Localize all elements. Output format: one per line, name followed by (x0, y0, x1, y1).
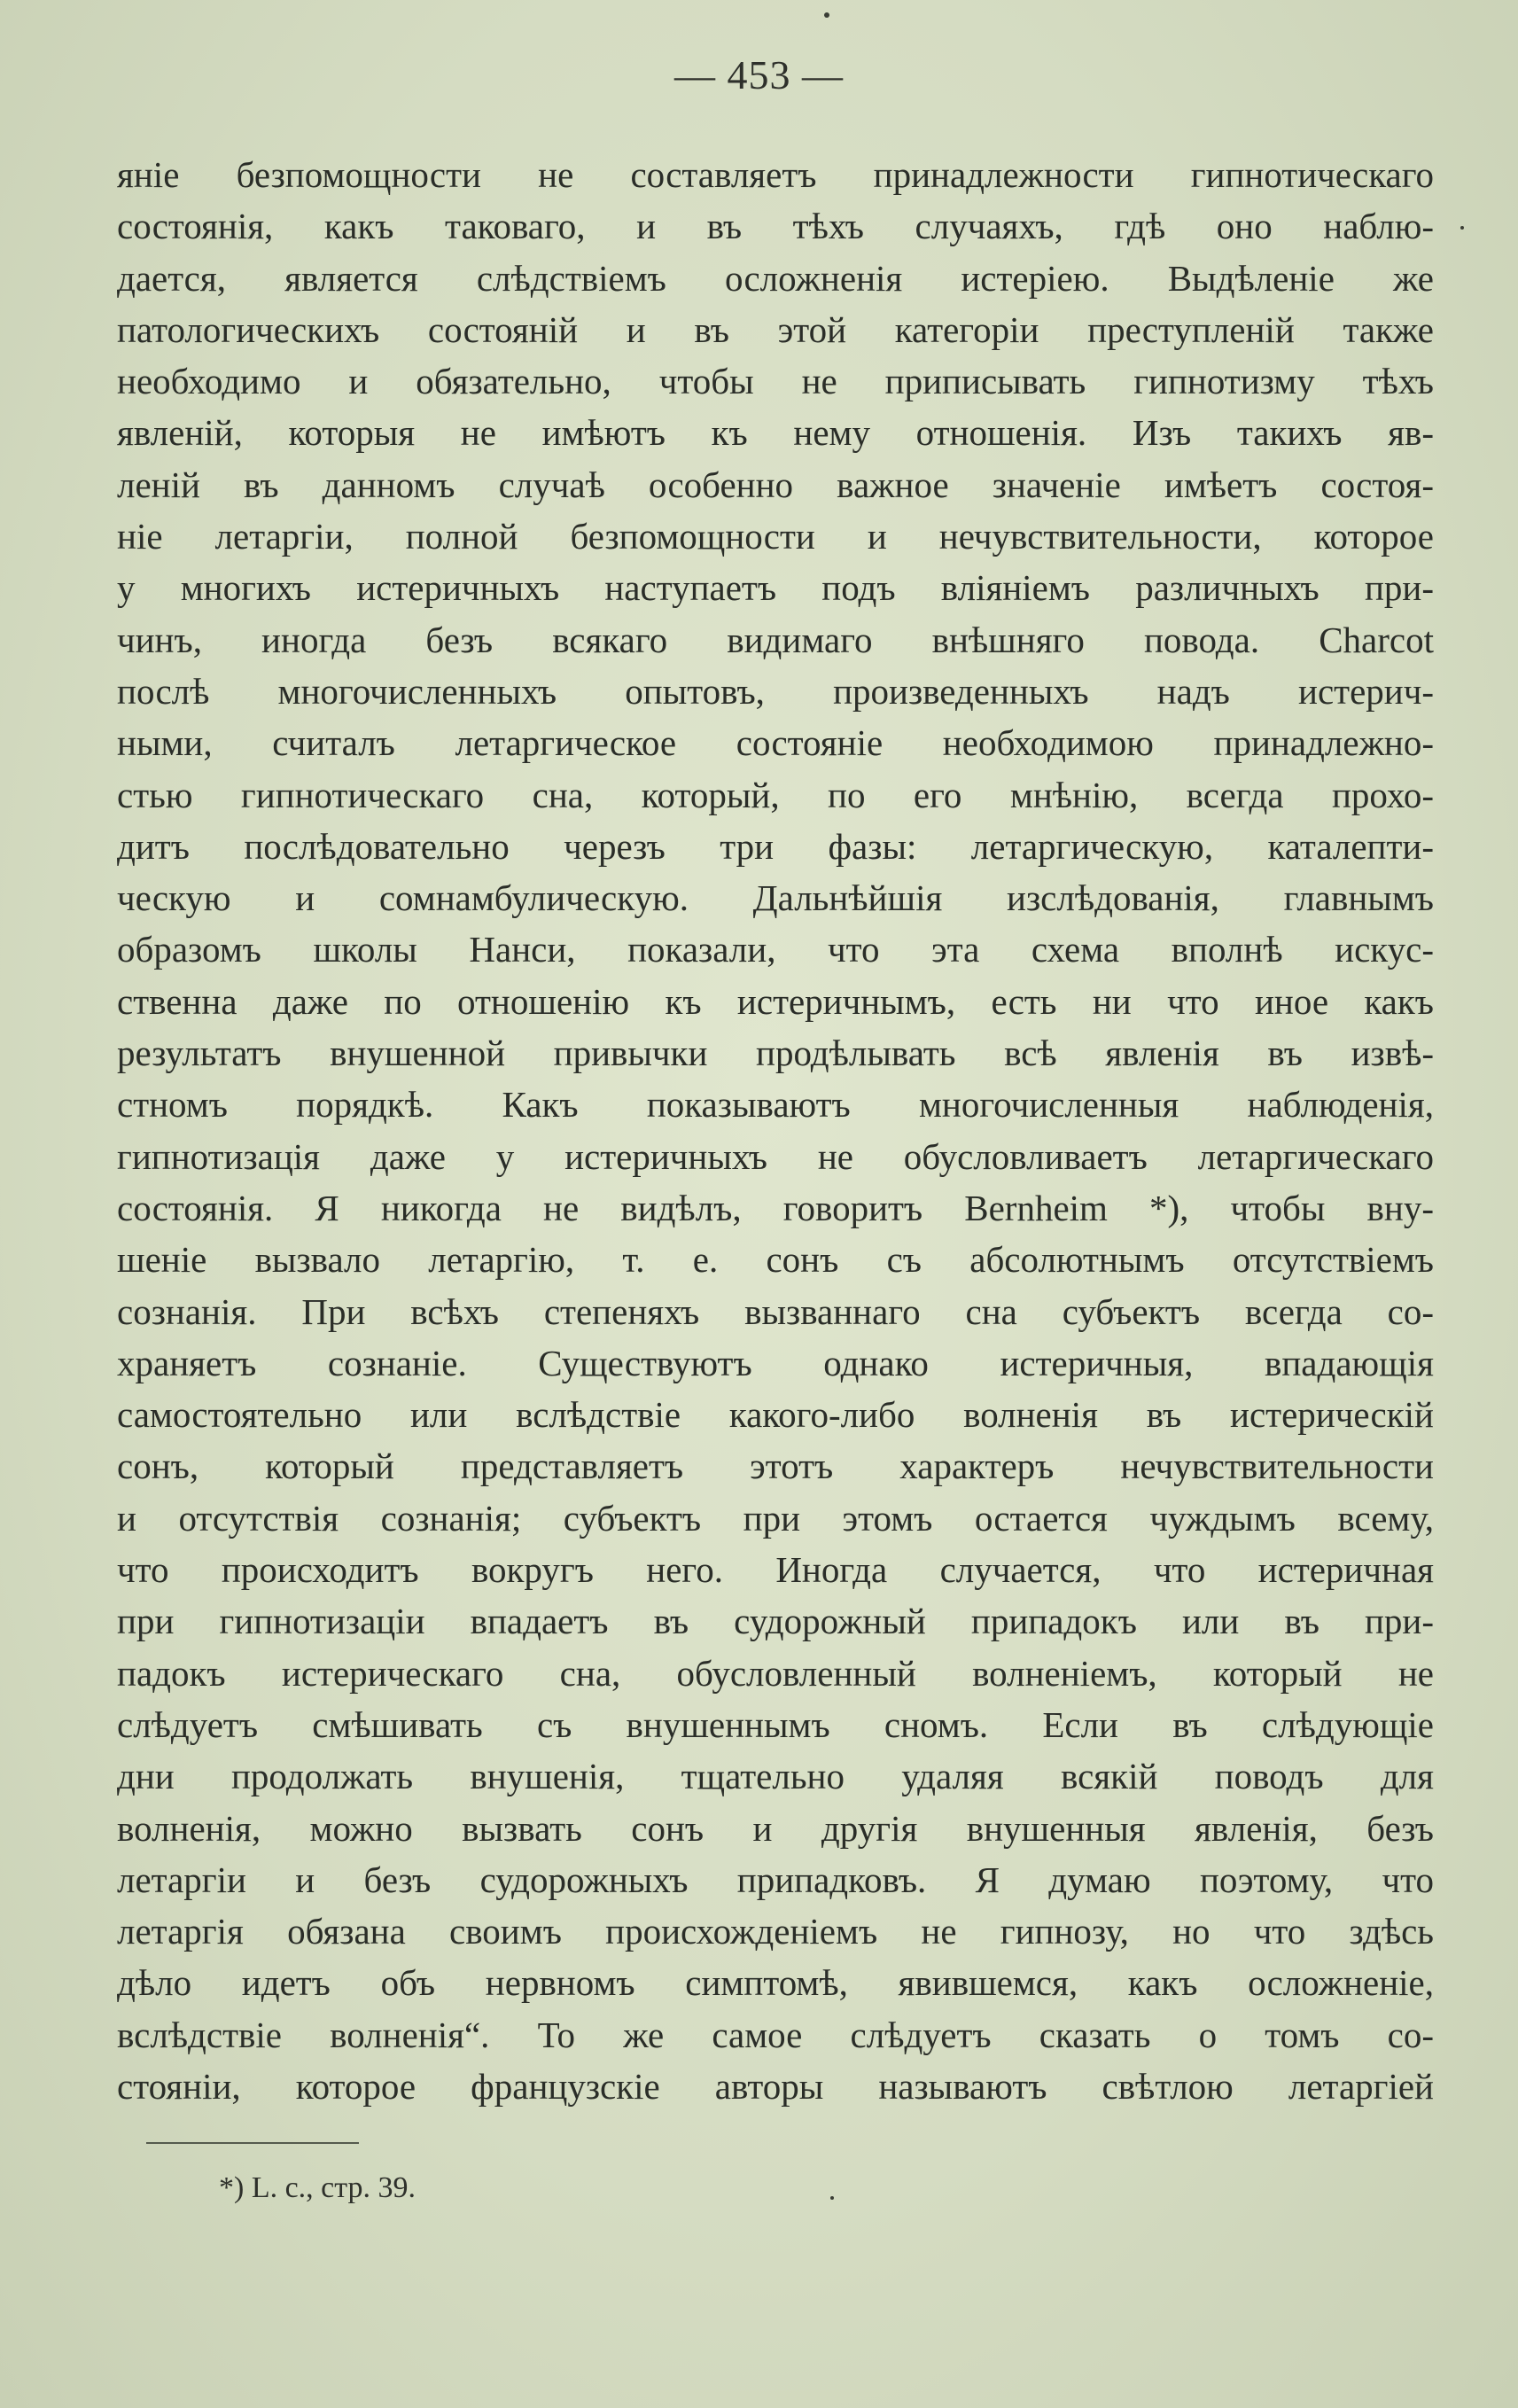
text-line: ческую и сомнамбулическую. Дальнѣйшія изслѣдованія, главнымъ (117, 877, 1434, 919)
ink-speck (830, 2196, 834, 2200)
text-line: леній въ данномъ случаѣ особенно важное значеніе имѣетъ состоя- (117, 464, 1434, 505)
text-line: волненія, можно вызвать сонъ и другія внушенныя явленія, безъ (117, 1807, 1434, 1849)
text-line: дитъ послѣдовательно черезъ три фазы: летаргическую, каталепти- (117, 825, 1434, 867)
text-line: ніе летаргіи, полной безпомощности и нечувствительности, которое (117, 516, 1434, 557)
text-line: летаргіи и безъ судорожныхъ припадковъ. Я думаю поэтому, что (117, 1859, 1434, 1900)
text-line: стью гипнотическаго сна, который, по его мнѣнію, всегда прохо- (117, 774, 1434, 815)
text-line: ственна даже по отношенію къ истеричнымъ, есть ни что иное какъ (117, 980, 1434, 1022)
text-line: сонъ, который представляетъ этотъ характеръ нечувствительности (117, 1446, 1434, 1487)
text-line: при гипнотизаціи впадаетъ въ судорожный припадокъ или въ при- (117, 1601, 1434, 1642)
text-line: результатъ внушенной привычки продѣлывать всѣ явленія въ извѣ- (117, 1033, 1434, 1074)
footnote: *) L. c., стр. 39. (219, 2171, 416, 2204)
ink-speck (824, 12, 829, 18)
text-line: гипнотизація даже у истеричныхъ не обусловливаетъ летаргическаго (117, 1135, 1434, 1177)
text-line: необходимо и обязательно, чтобы не приписывать гипнотизму тѣхъ (117, 361, 1434, 402)
text-line: что происходитъ вокругъ него. Иногда случается, что истеричная (117, 1549, 1434, 1591)
text-line: храняетъ сознаніе. Существуютъ однако истеричныя, впадающія (117, 1342, 1434, 1383)
text-line: у многихъ истеричныхъ наступаетъ подъ вліяніемъ различныхъ при- (117, 567, 1434, 609)
text-line: явленій, которыя не имѣютъ къ нему отношенія. Изъ такихъ яв- (117, 412, 1434, 454)
text-line: и отсутствія сознанія; субъектъ при этомъ остается чуждымъ всему, (117, 1497, 1434, 1539)
text-line: яніе безпомощности не составляетъ принадлежности гипнотическаго (117, 154, 1434, 195)
text-line: стояніи, которое французскіе авторы называютъ свѣтлою летаргіей (117, 2065, 1434, 2107)
text-line: падокъ истерическаго сна, обусловленный волненіемъ, который не (117, 1652, 1434, 1694)
ink-speck (1460, 226, 1464, 230)
page-number: — 453 — (674, 52, 844, 97)
body-text (117, 149, 1434, 2112)
text-line: сознанія. При всѣхъ степеняхъ вызваннаго сна субъектъ всегда со- (117, 1290, 1434, 1332)
text-line: состоянія. Я никогда не видѣлъ, говоритъ Bernheim *), чтобы вну- (117, 1187, 1434, 1228)
text-line: дни продолжать внушенія, тщательно удаляя всякій поводъ для (117, 1756, 1434, 1797)
text-line: состоянія, какъ таковаго, и въ тѣхъ случаяхъ, гдѣ оно наблю- (117, 206, 1434, 247)
text-line: ными, считалъ летаргическое состояніе необходимою принадлежно- (117, 722, 1434, 764)
text-line: дѣло идетъ объ нервномъ симптомѣ, явившемся, какъ осложненіе, (117, 1962, 1434, 2004)
text-line: летаргія обязана своимъ происхожденіемъ не гипнозу, но что здѣсь (117, 1911, 1434, 1952)
text-line: чинъ, иногда безъ всякаго видимаго внѣшняго повода. Charcot (117, 619, 1434, 660)
text-line: патологическихъ состояній и въ этой категоріи преступленій также (117, 308, 1434, 350)
text-line: образомъ школы Нанси, показали, что эта схема вполнѣ искус- (117, 929, 1434, 970)
text-line: послѣ многочисленныхъ опытовъ, произведенныхъ надъ истерич- (117, 670, 1434, 712)
text-line: слѣдуетъ смѣшивать съ внушеннымъ сномъ. Если въ слѣдующіе (117, 1703, 1434, 1745)
text-line: самостоятельно или вслѣдствіе какого-либо волненія въ истерическій (117, 1394, 1434, 1436)
text-line: шеніе вызвало летаргію, т. е. сонъ съ абсолютнымъ отсутствіемъ (117, 1239, 1434, 1281)
footnote-divider (146, 2142, 359, 2144)
text-line: вслѣдствіе волненія“. То же самое слѣдуетъ сказать о томъ со- (117, 2014, 1434, 2055)
text-line: дается, является слѣдствіемъ осложненія истеріею. Выдѣленіе же (117, 257, 1434, 299)
text-line: стномъ порядкѣ. Какъ показываютъ многочисленныя наблюденія, (117, 1084, 1434, 1126)
